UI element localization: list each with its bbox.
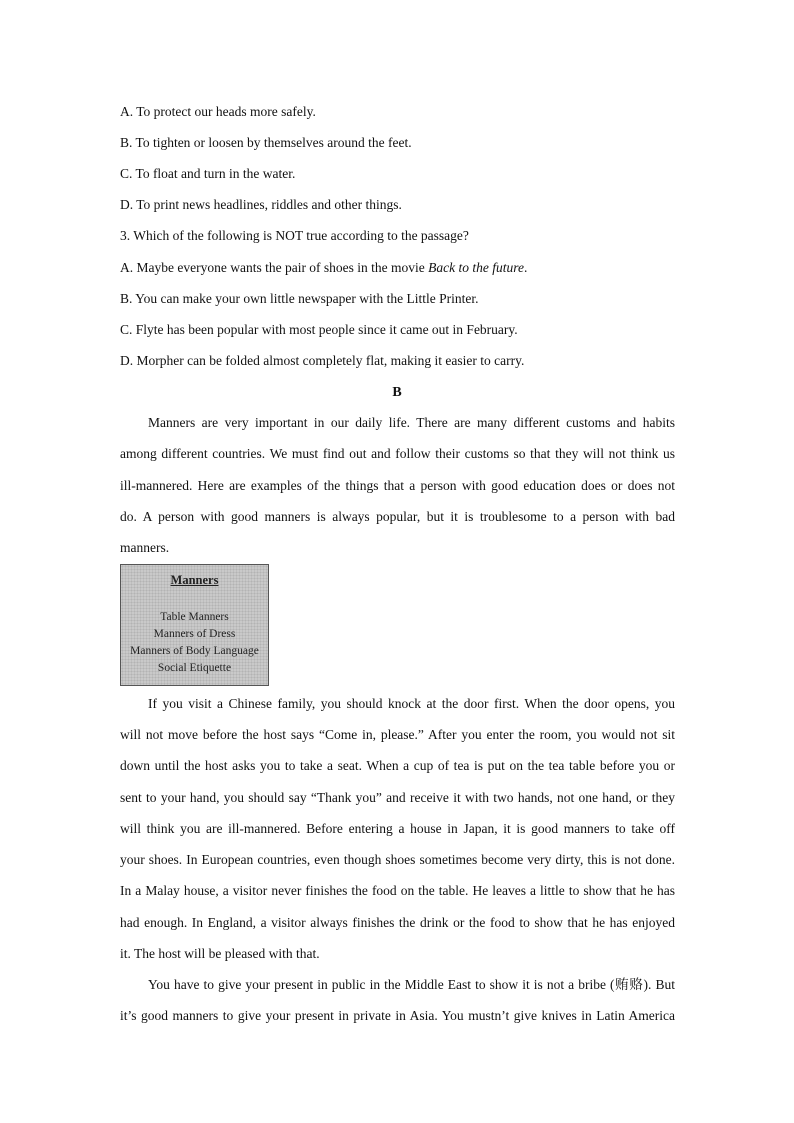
para2-line: your shoes. In European countries, even though shoes sometimes become very dirty, this is not done.	[120, 852, 675, 867]
q3-option-a-end: .	[524, 260, 528, 275]
q3-option-a	[120, 259, 675, 277]
figure-title: Manners	[170, 573, 219, 587]
para1-line: Manners are very important in our daily life. There are many different customs and habits	[148, 415, 675, 430]
para2-line: had enough. In England, a visitor always finishes the drink or the food to show that he has enjoyed	[120, 915, 675, 930]
q3-option-c: C. Flyte has been popular with most people since it came out in February.	[120, 322, 518, 337]
movie-title: Back to the future	[428, 260, 525, 275]
para1-line: do. A person with good manners is always popular, but it is troublesome to a person with bad	[120, 509, 675, 524]
option-a: A. To protect our heads more safely.	[120, 104, 316, 119]
para3-line: it’s good manners to give your present in private in Asia. You mustn’t give knives in Latin America	[120, 1008, 675, 1023]
para2-line: it. The host will be pleased with that.	[120, 946, 320, 961]
option-c: C. To float and turn in the water.	[120, 166, 296, 181]
section-heading: B	[392, 385, 402, 400]
figure-item: Social Etiquette	[157, 662, 232, 674]
option-b: B. To tighten or loosen by themselves around the feet.	[120, 135, 412, 150]
para2-line: will not move before the host says “Come in, please.” After you enter the room, you would not sit	[120, 727, 675, 742]
manners-figure	[120, 564, 269, 686]
para1-line: manners.	[120, 540, 170, 555]
figure-item: Manners of Body Language	[130, 645, 259, 657]
option-d: D. To print news headlines, riddles and other things.	[120, 197, 402, 212]
question-3-stem: 3. Which of the following is NOT true according to the passage?	[120, 228, 469, 243]
para3-line: You have to give your present in public in the Middle East to show it is not a bribe (贿赂). But	[148, 977, 675, 992]
q3-option-a-text: A. Maybe everyone wants the pair of shoes in the movie	[120, 260, 429, 275]
para1-line: ill-mannered. Here are examples of the things that a person with good education does or does not	[120, 478, 675, 493]
q3-option-b: B. You can make your own little newspaper with the Little Printer.	[120, 291, 479, 306]
para2-line: will think you are ill-mannered. Before entering a house in Japan, it is good manners to take off	[120, 821, 675, 836]
para2-line: down until the host asks you to take a seat. When a cup of tea is put on the tea table before you or	[120, 758, 675, 773]
para2-line: In a Malay house, a visitor never finishes the food on the table. He leaves a little to show that he has	[120, 883, 675, 898]
para2-line: sent to your hand, you should say “Thank you” and receive it with two hands, not one hand, or they	[120, 790, 675, 805]
q3-option-d: D. Morpher can be folded almost completely flat, making it easier to carry.	[120, 353, 525, 368]
para2-line: If you visit a Chinese family, you should knock at the door first. When the door opens, you	[148, 696, 675, 711]
figure-item: Table Manners	[160, 611, 229, 623]
para1-line: among different countries. We must find out and follow their customs so that they will not think us	[120, 446, 675, 461]
figure-item: Manners of Dress	[153, 628, 236, 640]
